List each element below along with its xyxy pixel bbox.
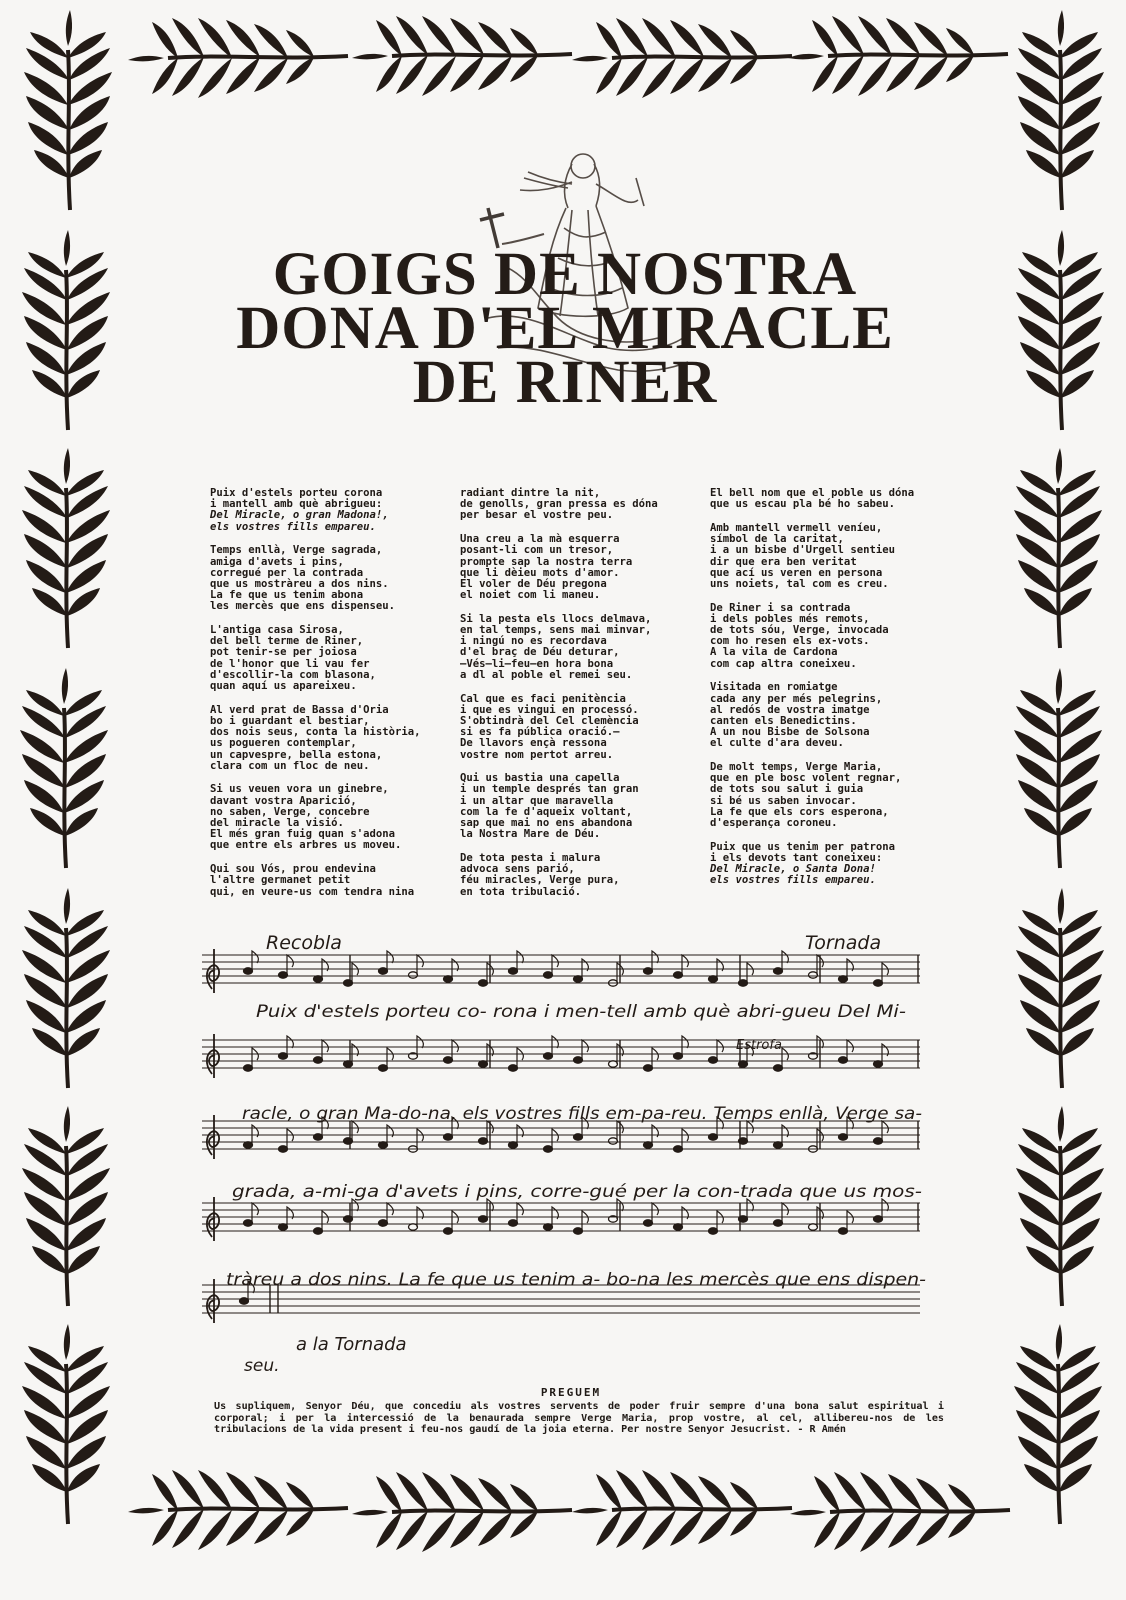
note-stem [352,1199,358,1219]
note-stem [352,1121,358,1141]
note-head [644,968,653,974]
prayer-text: Us supliquem, Senyor Déu, que concediu als vostres servents de poder fruir sempre d'una bona salut espiritual i corporal; i per la intercessió de la benaurada sempre Verge Maria, prop vostre, al cel, allibereu-nos de les tribulacions de la vida present i feu-nos gaudí de la joia eterna. Per nostre Senyor Jesucrist. - R Amén [214,1401,944,1435]
note-head [874,1061,883,1067]
note-head [509,1065,518,1071]
note-head [279,1146,288,1152]
note-head [544,1146,553,1152]
note-head [839,1228,848,1234]
note-stem [417,1036,423,1056]
note-stem [552,955,558,975]
note-stem [682,1129,688,1149]
note-head [409,972,418,978]
lyric-line-4: tràreu a dos nins. La fe que us tenim a- bo-na les mercès que ens dispen- [226,1270,926,1290]
note-head [739,980,748,986]
note-stem [287,955,293,975]
note-stem [452,1040,458,1060]
note-stem [252,951,258,971]
note-head [709,1134,718,1140]
note-head [344,1216,353,1222]
note-stem [682,955,688,975]
label-a-la-tornada: a la Tornada [296,1334,407,1355]
note-head [444,976,453,982]
note-head [509,1220,518,1226]
note-head [444,1057,453,1063]
note-head [839,976,848,982]
note-head [544,972,553,978]
note-stem [552,1129,558,1149]
note-stem [717,1040,723,1060]
note-stem [882,963,888,983]
note-stem [417,1129,423,1149]
label-estrofa: Estrofa [736,1038,782,1053]
stanza: Qui sou Vós, prou endevina l'altre germanet petit qui, en veure-us com tendra nina [210,863,415,898]
lyric-line-5: seu. [244,1356,280,1375]
note-head [314,976,323,982]
stanza: De tota pesta i malura advoca sens parió, féu miracles, Verge pura, en tota tribulació. [460,851,620,898]
note-head [774,1065,783,1071]
lyric-line-2: racle, o gran Ma-do-na, els vostres fills em-pa-reu. Temps enllà, Verge sa- [242,1104,922,1124]
stanza: De molt temps, Verge Maria, que en ple bosc volent regnar, de tots sou salut i guia si bé us saben invocar. La fe que els cors esperona, d'esperança coroneu. [710,761,902,830]
stanza: radiant dintre la nit, de genolls, gran pressa es dóna per besar el vostre peu. [460,487,658,522]
note-stem [552,1036,558,1056]
note-head [244,1142,253,1148]
note-head [774,1142,783,1148]
note-stem [652,1203,658,1223]
stanza: Si us veuen vora un ginebre, davant vostra Aparició, no saben, Verge, concebre del miracle la visió. El més gran fuig quan s'adona que entre els arbres us moveu. [210,783,402,852]
note-head [709,1057,718,1063]
note-stem [582,1211,588,1231]
note-head [574,976,583,982]
note-stem [582,1040,588,1060]
note-stem [652,1048,658,1068]
stanza: Cal que es faci penitència i que es vingui en processó. S'obtindrà del Cel clemència si es fa pública oració.— De llavors ençà ressona vostre nom pertot arreu. [460,692,639,761]
music-score [200,935,942,1375]
page-title [200,241,930,416]
stanza-refrain: Del Miracle, o Santa Dona! els vostres fills empareu. [710,863,876,887]
note-head [544,1053,553,1059]
title-line-3: DE RINER [412,349,718,416]
note-head [574,1134,583,1140]
note-head [479,1216,488,1222]
note-head [644,1142,653,1148]
title-line-1: GOIGS DE NOSTRA [272,241,858,308]
note-head [344,1138,353,1144]
note-head [609,1138,618,1144]
note-stem [882,1121,888,1141]
note-stem [517,1048,523,1068]
treble-clef-icon [207,949,219,993]
note-head [314,1228,323,1234]
note-head [509,1142,518,1148]
note-head [644,1220,653,1226]
note-head [314,1134,323,1140]
stanza: Al verd prat de Bassa d'Oria bo i guardant el bestiar, dos nois seus, conta la història, us pogueren contemplar, un capvespre, bella estona, clara com un floc de neu. [210,703,421,772]
note-head [479,980,488,986]
note-head [479,1061,488,1067]
note-head [739,1138,748,1144]
note-stem [782,1203,788,1223]
note-head [379,1065,388,1071]
note-stem [452,1211,458,1231]
prayer-heading: PREGUEM [540,1386,602,1399]
note-stem [252,1048,258,1068]
stanza: Qui us bastia una capella i un temple després tan gran i un altar que maravella com la fe d'aqueix voltant, sap que mai no ens abandona la Nostra Mare de Déu. [460,772,639,841]
stanza: Una creu a la mà esquerra posant-li com un tresor, prompte sap la nostra terra que li dèieu mots d'amor. El voler de Déu pregona el noiet com li maneu. [460,533,633,602]
note-head [509,968,518,974]
note-head [709,976,718,982]
note-head [809,1224,818,1230]
stanza: Si la pesta els llocs delmava, en tal temps, sens mai minvar, i ningú no es recordava d'el braç de Déu deturar, —Vés—li—feu—en hora bona a dl al poble el remei seu. [460,612,652,681]
note-head [379,1142,388,1148]
lyric-line-1: Puix d'estels porteu co- rona i men-tell amb què abri-gueu Del Mi- [256,1002,906,1022]
note-head [240,1298,249,1304]
note-head [314,1057,323,1063]
treble-clef-icon [207,1279,219,1323]
note-stem [782,1048,788,1068]
verse-column-3 [710,488,958,899]
note-head [244,1220,253,1226]
note-stem [287,1129,293,1149]
note-head [739,1216,748,1222]
note-head [279,1053,288,1059]
stanza: El bell nom que el poble us dóna que us escau pla bé ho sabeu. [710,487,915,511]
note-head [444,1228,453,1234]
verse-column-1 [210,488,458,910]
note-head [874,980,883,986]
note-head [674,1224,683,1230]
label-tornada: Tornada [805,935,882,954]
note-stem [387,1048,393,1068]
note-head [774,968,783,974]
note-stem [517,951,523,971]
note-stem [287,1036,293,1056]
stanza: Temps enllà, Verge sagrada, amiga d'avets i pins, corregué per la contrada que us mostràreu a dos nins. La fe que us tenim abona les mercès que ens dispenseu. [210,544,395,613]
note-head [344,980,353,986]
note-head [674,972,683,978]
title-line-2: DONA D'EL MIRACLE [236,295,894,362]
note-stem [847,1211,853,1231]
note-stem [517,1203,523,1223]
note-head [839,1057,848,1063]
note-stem [387,1203,393,1223]
stanza: Puix que us tenim per patrona i els devots tant coneixeu: [710,840,895,864]
stanza: Visitada en romiatge cada any per més pelegrins, al redós de vostra imatge canten els Benedictins. A un nou Bisbe de Solsona el culte d'ara deveu. [710,681,883,750]
note-stem [747,963,753,983]
note-head [709,1228,718,1234]
verse-column-2 [460,488,708,910]
note-stem [747,1121,753,1141]
treble-clef-icon [207,1034,219,1078]
note-head [674,1053,683,1059]
note-head [574,1228,583,1234]
note-stem [747,1199,753,1219]
stanza: Amb mantell vermell veníeu, símbol de la caritat, i a un bisbe d'Urgell sentieu dir que era ben veritat que ací us veren en persona uns noiets, tal com es creu. [710,521,895,590]
note-head [644,1065,653,1071]
note-stem [847,1040,853,1060]
note-head [609,1061,618,1067]
note-head [874,1138,883,1144]
note-head [839,1134,848,1140]
note-head [279,1224,288,1230]
note-head [444,1134,453,1140]
label-recobla: Recobla [266,935,342,954]
stanza: Puix d'estels porteu corona i mantell amb què abrigueu: [210,487,383,511]
note-head [379,968,388,974]
note-head [479,1138,488,1144]
note-head [774,1220,783,1226]
stanza: L'antiga casa Sirosa, del bell terme de Riner, pot tenir-se per joiosa de l'honor que li vau fer d'escollir-la com blasona, quan aquí us apareixeu. [210,624,376,693]
note-stem [652,951,658,971]
stanza: De Riner i sa contrada i dels pobles més remots, de tots sóu, Verge, invocada com ho resen els ex-vots. A la vila de Cardona com cap altra coneixeu. [710,601,889,670]
lyric-line-3: grada, a-mi-ga d'avets i pins, corre-gué per la con-trada que us mos- [232,1182,922,1202]
note-head [279,972,288,978]
note-head [674,1146,683,1152]
note-stem [352,963,358,983]
note-head [244,968,253,974]
stanza-refrain: Del Miracle, o gran Madona!, els vostres fills empareu. [210,509,389,533]
note-stem [682,1036,688,1056]
note-stem [782,951,788,971]
treble-clef-icon [207,1115,219,1159]
note-head [574,1057,583,1063]
note-head [739,1061,748,1067]
note-stem [717,1211,723,1231]
note-head [544,1224,553,1230]
verses [210,488,980,908]
treble-clef-icon [207,1197,219,1241]
note-stem [322,1040,328,1060]
note-head [874,1216,883,1222]
note-stem [882,1199,888,1219]
note-stem [387,951,393,971]
note-head [244,1065,253,1071]
note-stem [252,1203,258,1223]
note-head [379,1220,388,1226]
note-stem [417,955,423,975]
note-head [409,1224,418,1230]
note-stem [322,1211,328,1231]
note-head [809,972,818,978]
note-head [344,1061,353,1067]
